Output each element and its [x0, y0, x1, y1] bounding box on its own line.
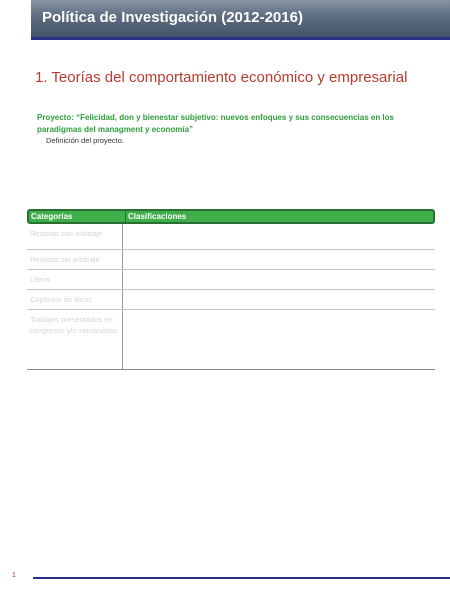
project-definition: Definición del proyecto.: [46, 136, 124, 145]
category-cell: Revistas con arbitraje: [27, 224, 123, 249]
classification-cell: [123, 290, 435, 309]
table-header-row: [27, 209, 435, 224]
classification-cell: [123, 250, 435, 269]
project-text: Proyecto: “Felicidad, don y bienestar subjetivo: nuevos enfoques y sus consecuencias en los paradigmas del managment y economía”: [37, 113, 394, 134]
footer-rule: [33, 577, 450, 579]
table-row: [27, 270, 435, 290]
header-categorias: Categorías: [31, 212, 73, 221]
table-row: [27, 290, 435, 310]
classification-cell: [123, 310, 435, 369]
header-bar: [31, 0, 450, 40]
header-title: Política de Investigación (2012-2016): [42, 9, 303, 26]
category-cell: Libros: [27, 270, 123, 289]
categories-table: [27, 209, 435, 370]
table-row: [27, 250, 435, 270]
header-clasificaciones: Clasificaciones: [125, 211, 433, 222]
table-row: [27, 224, 435, 250]
classification-cell: [123, 270, 435, 289]
section-title: 1. Teorías del comportamiento económico y empresarial: [35, 69, 408, 86]
classification-cell: [123, 224, 435, 249]
category-cell: Trabajos presentados en congresos y/o semanarios: [27, 310, 123, 369]
category-cell: Revistas sin arbitraje: [27, 250, 123, 269]
page-number: 1: [12, 572, 16, 579]
table-row: [27, 310, 435, 370]
category-cell: Capítulos de libros: [27, 290, 123, 309]
